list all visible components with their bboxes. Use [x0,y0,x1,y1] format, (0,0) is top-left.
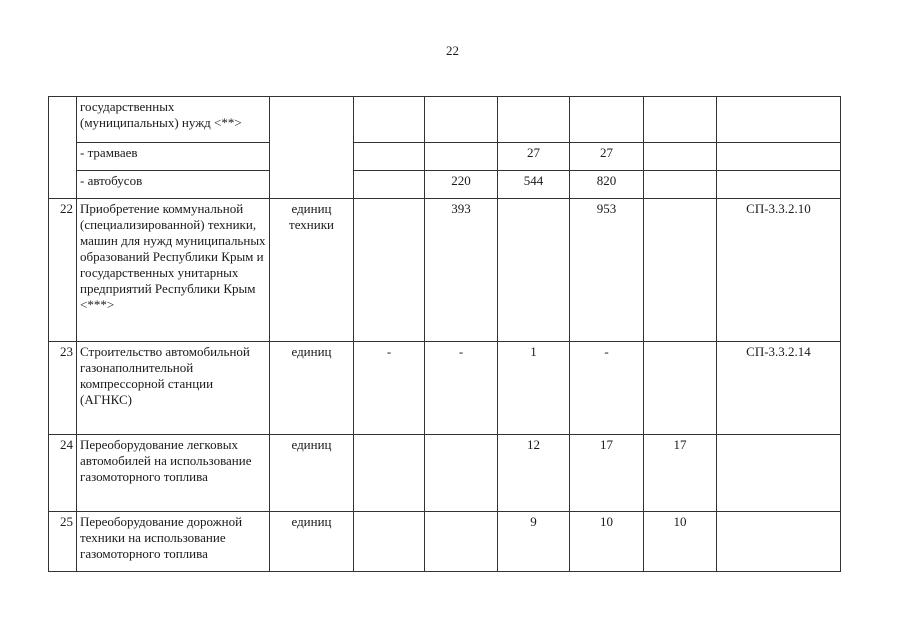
value-cell: 953 [570,199,644,342]
value-cell: 10 [570,512,644,572]
value-cell [354,97,425,143]
value-cell: 544 [498,171,570,199]
value-cell [644,143,717,171]
value-cell [425,512,498,572]
value-cell: 10 [644,512,717,572]
value-cell [425,143,498,171]
reference-cell [717,512,841,572]
value-cell: 27 [498,143,570,171]
row-name: - трамваев [77,143,270,171]
reference-cell [717,97,841,143]
value-cell [644,171,717,199]
reference-cell [717,143,841,171]
value-cell [644,199,717,342]
value-cell [644,342,717,435]
table-row [49,512,841,572]
row-number: 22 [49,199,77,342]
value-cell: 12 [498,435,570,512]
value-cell: - [570,342,644,435]
row-unit: единиц [270,435,354,512]
value-cell [354,435,425,512]
value-cell: - [354,342,425,435]
value-cell: - [425,342,498,435]
row-name: Строительство автомобильной газонаполнительной компрессорной станции (АГНКС) [77,342,270,435]
table-row [49,435,841,512]
value-cell: 17 [570,435,644,512]
table-row [49,97,841,143]
value-cell: 27 [570,143,644,171]
row-number [49,97,77,199]
row-number: 25 [49,512,77,572]
value-cell [354,512,425,572]
row-name: Приобретение коммунальной (специализированной) техники, машин для нужд муниципальных образований Республики Крым и государственных унитарных предприятий Республики Крым <***> [77,199,270,342]
row-number: 23 [49,342,77,435]
value-cell [644,97,717,143]
value-cell: 17 [644,435,717,512]
reference-cell [717,171,841,199]
row-name: Переоборудование легковых автомобилей на использование газомоторного топлива [77,435,270,512]
value-cell: 393 [425,199,498,342]
value-cell: 820 [570,171,644,199]
reference-cell [717,435,841,512]
row-unit: единиц [270,342,354,435]
row-number: 24 [49,435,77,512]
page-number: 22 [446,43,459,58]
row-unit: единиц [270,512,354,572]
table-row [49,199,841,342]
value-cell [570,97,644,143]
value-cell [425,435,498,512]
table-row [49,171,841,199]
row-unit [270,97,354,199]
reference-cell: СП-3.3.2.10 [717,199,841,342]
row-name: Переоборудование дорожной техники на использование газомоторного топлива [77,512,270,572]
row-name: государственных (муниципальных) нужд <**> [77,97,270,143]
value-cell: 220 [425,171,498,199]
row-unit: единиц техники [270,199,354,342]
table-row [49,143,841,171]
value-cell: 9 [498,512,570,572]
value-cell [354,143,425,171]
value-cell [354,199,425,342]
value-cell [425,97,498,143]
value-cell [354,171,425,199]
value-cell: 1 [498,342,570,435]
value-cell [498,97,570,143]
data-table [48,96,841,572]
row-name: - автобусов [77,171,270,199]
reference-cell: СП-3.3.2.14 [717,342,841,435]
table-row [49,342,841,435]
value-cell [498,199,570,342]
